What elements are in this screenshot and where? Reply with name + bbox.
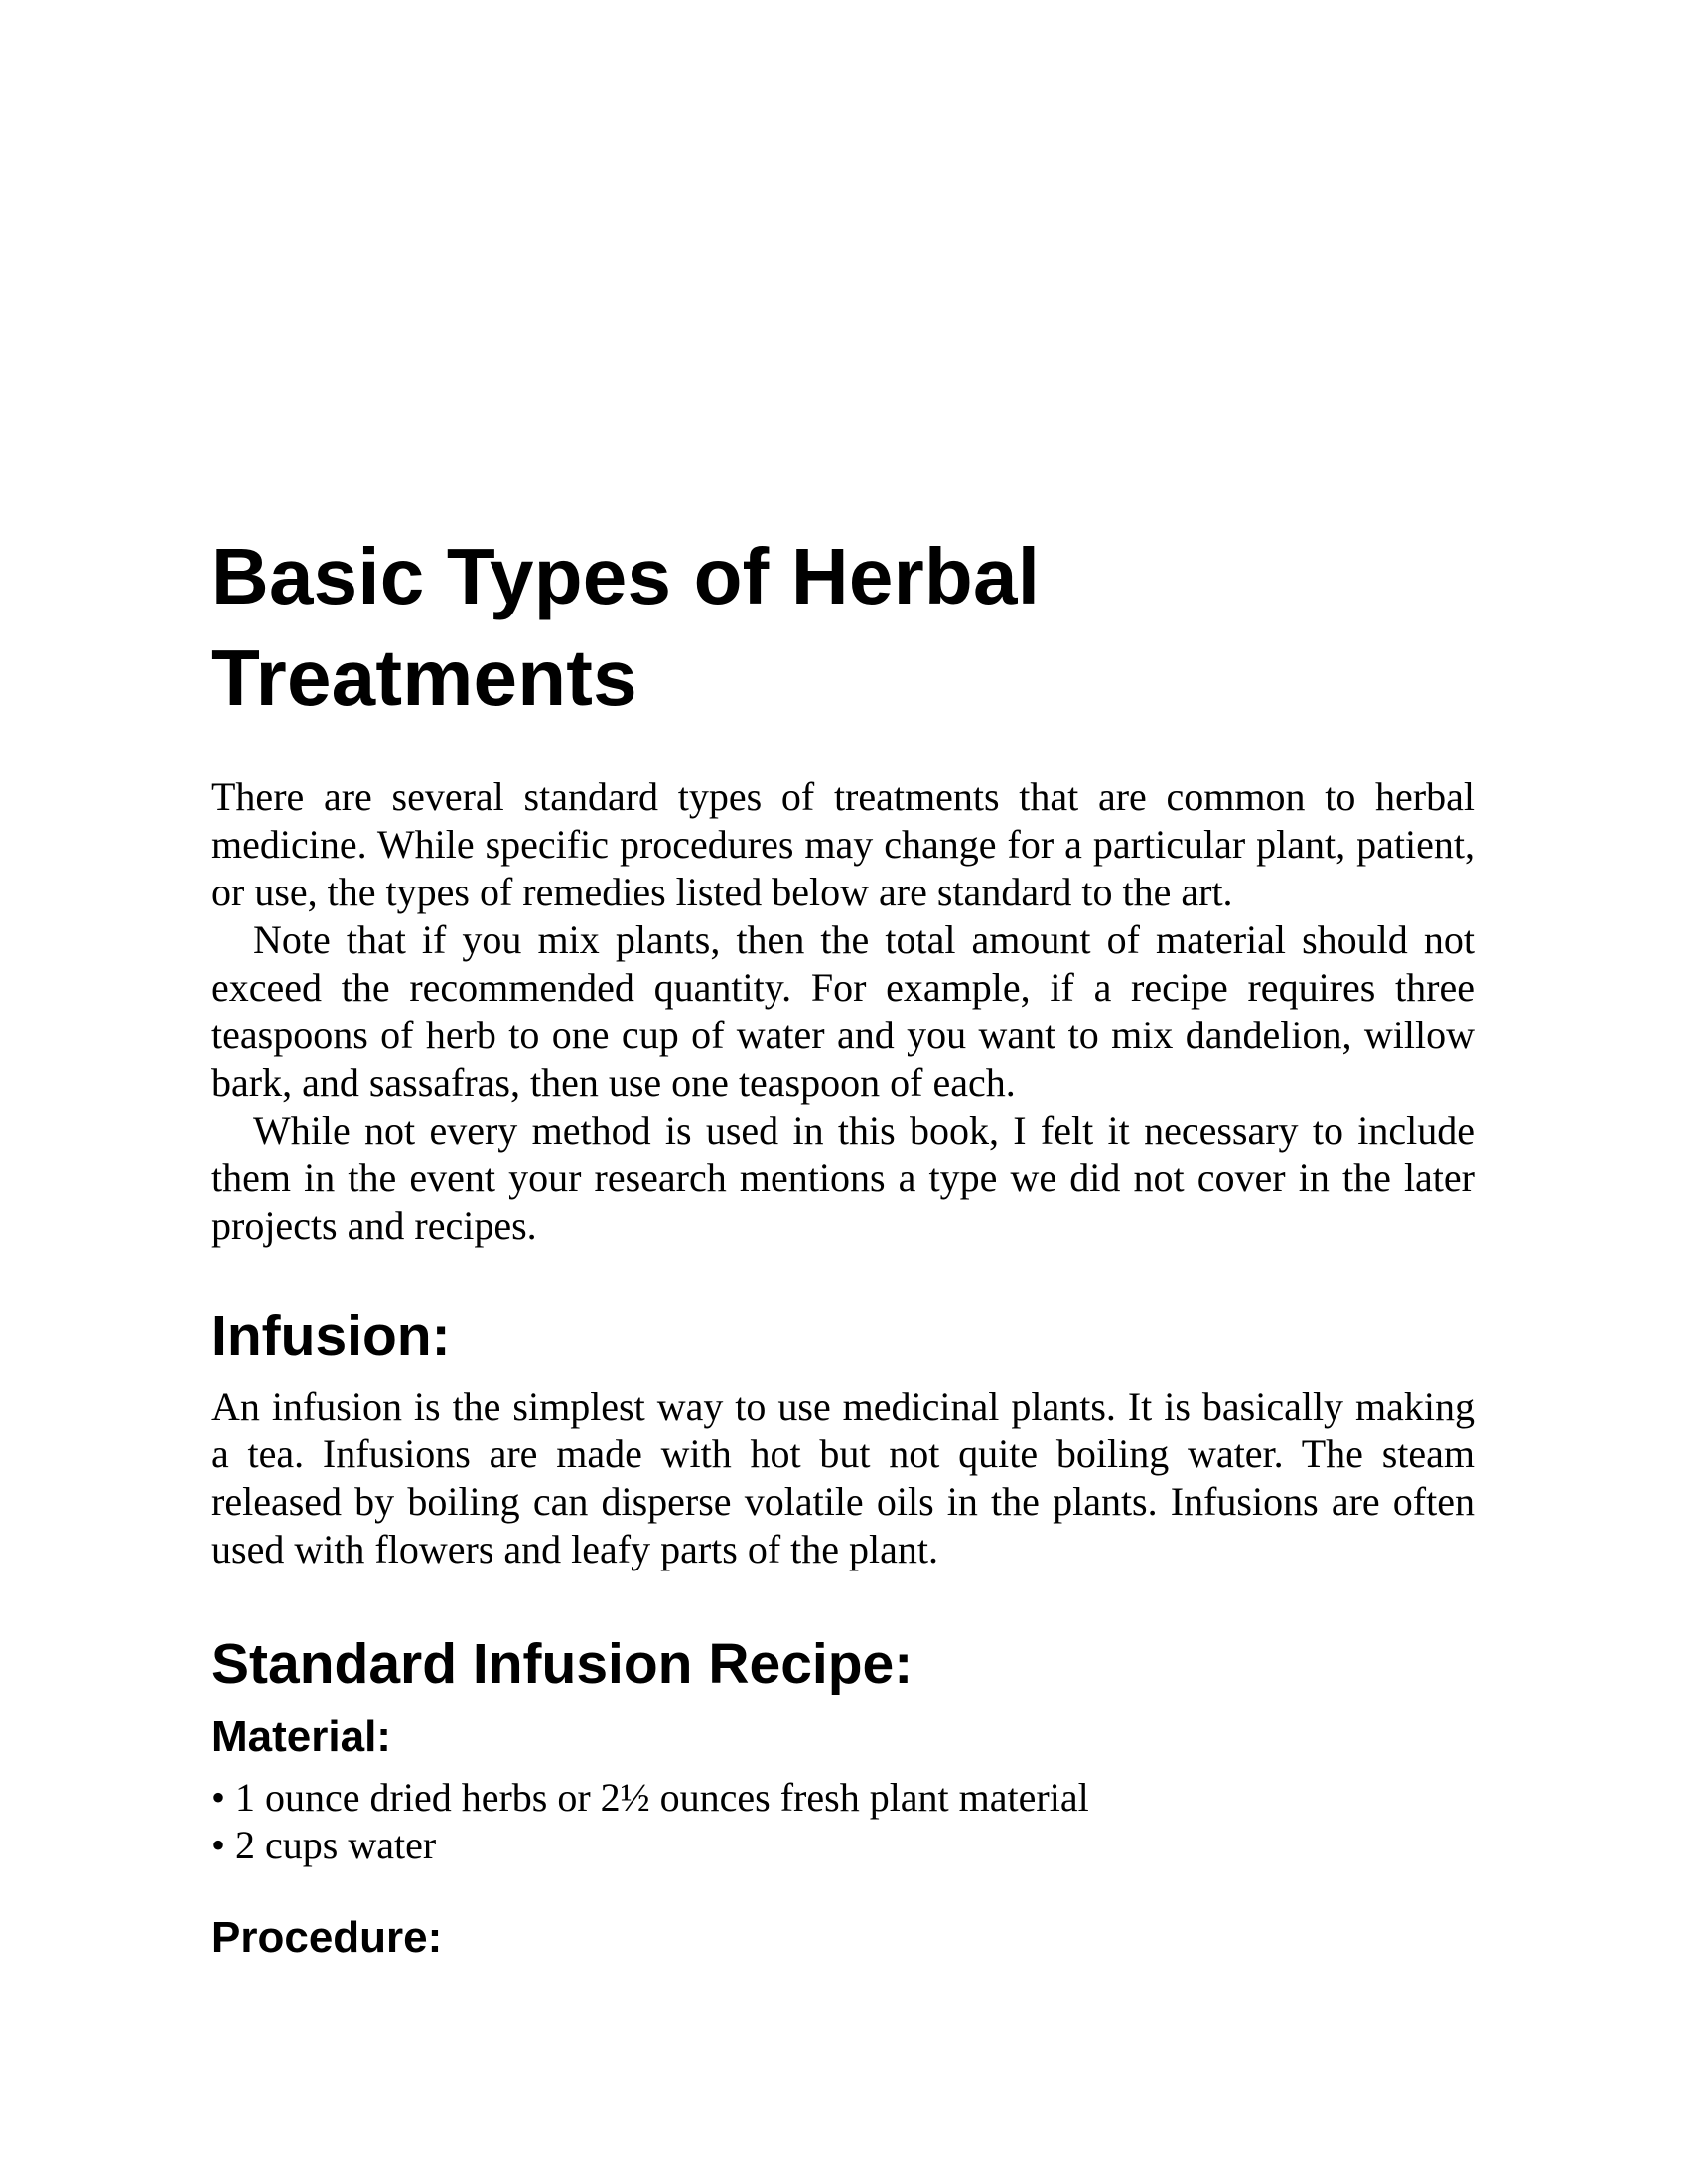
page-content: [211, 526, 1475, 1965]
material-list: [211, 1774, 1475, 1869]
intro-paragraph-1: There are several standard types of treatments that are common to herbal medicine. While specific procedures may change for a particular plant, patient, or use, the types of remedies listed below are standard to the art.: [211, 774, 1475, 914]
procedure-heading: Procedure:: [211, 1913, 443, 1962]
bullet-glyph: •: [211, 1823, 226, 1867]
chapter-title: [211, 526, 1475, 729]
recipe-heading: Standard Infusion Recipe:: [211, 1632, 914, 1696]
chapter-title-line-2: Treatments: [211, 633, 637, 722]
list-item: [211, 1774, 1475, 1822]
material-item-1: 1 ounce dried herbs or 2½ ounces fresh plant material: [235, 1775, 1089, 1820]
list-item: [211, 1822, 1475, 1869]
infusion-paragraph: An infusion is the simplest way to use medicinal plants. It is basically making a tea. Infusions are made with hot but not quite boiling water. The steam released by boiling can disperse volatile oils in the plants. Infusions are often used with flowers and leafy parts of the plant.: [211, 1384, 1475, 1571]
intro-paragraph-2: Note that if you mix plants, then the total amount of material should not exceed the recommended quantity. For example, if a recipe requires three teaspoons of herb to one cup of water and you want to mix dandelion, willow bark, and sassafras, then use one teaspoon of each.: [211, 917, 1475, 1105]
infusion-heading: Infusion:: [211, 1304, 451, 1368]
intro-section: [211, 773, 1475, 1250]
intro-paragraph-3: While not every method is used in this book, I felt it necessary to include them in the event your research mentions a type we did not cover in the later projects and recipes.: [211, 1108, 1475, 1248]
material-item-2: 2 cups water: [235, 1823, 437, 1867]
material-heading: Material:: [211, 1712, 391, 1761]
chapter-title-line-1: Basic Types of Herbal: [211, 532, 1041, 620]
bullet-glyph: •: [211, 1775, 226, 1820]
